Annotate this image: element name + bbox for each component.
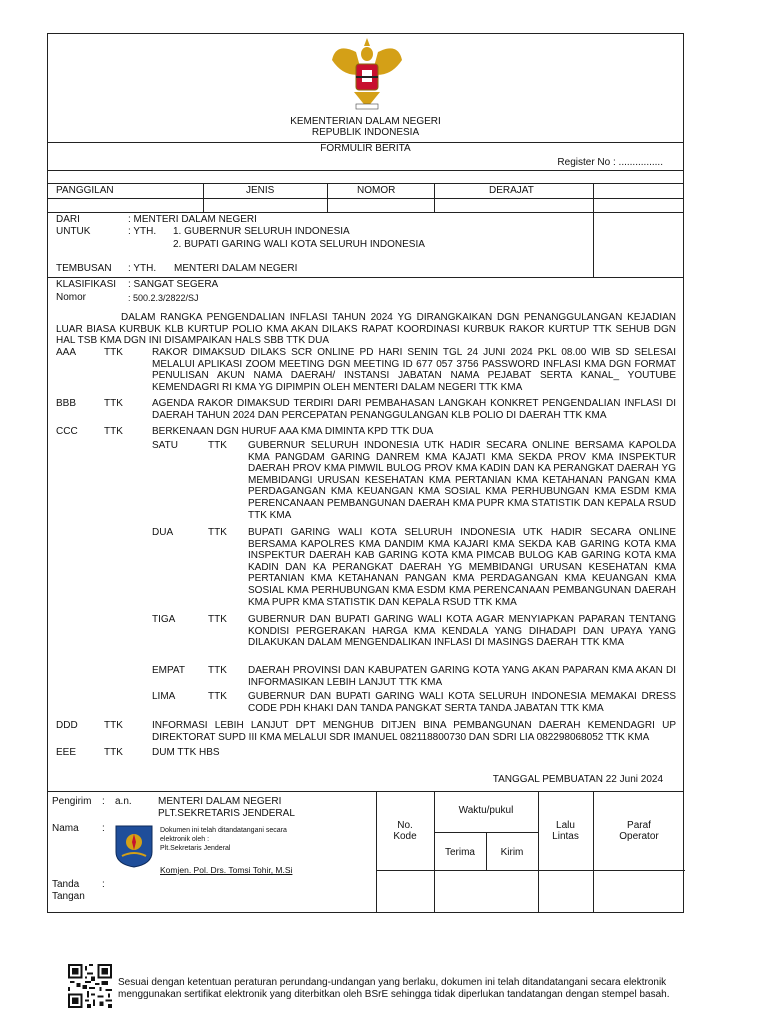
col-line [327,183,328,212]
klasifikasi-value: : SANGAT SEGERA [128,279,219,290]
signer-name: Komjen. Pol. Drs. Tomsi Tohir, M.Si [160,865,293,875]
esign-line-3: Plt.Sekretaris Jenderal [160,845,231,852]
paraf-operator-header [593,820,685,842]
aaa-label: AAA [56,347,77,358]
sender-block [158,796,295,820]
untuk-label: UNTUK [56,226,91,237]
col-derajat: DERAJAT [489,185,534,196]
note-line-2: menggunakan sertifikat elektronik yang diterbitkan oleh BSrE sehingga tidak diperlukan tandatangan dengan stempel basah. [118,989,670,1000]
satu-label: SATU [152,440,178,451]
empat-text: DAERAH PROVINSI DAN KABUPATEN GARING KOTA YANG AKAN PAPARAN KMA AKAN DI INFORMASIKAN LEBIH LANJUT TTK KMA [248,665,676,688]
note-line-1: Sesuai dengan ketentuan peraturan perundang-undangan yang berlaku, dokumen ini telah ditandatangani secara elektronik [118,977,667,988]
divider [48,170,683,171]
untuk-yth: : YTH. [128,226,157,237]
republic-name: REPUBLIK INDONESIA [311,127,420,138]
waktu-header: Waktu/pukul [458,805,514,816]
nomor-label: Nomor [56,292,87,303]
aaa-text: RAKOR DIMAKSUD DILAKS SCR ONLINE PD HARI SENIN TGL 24 JUNI 2024 PKL 08.00 WIB SD SELESAI MELALUI APLIKASI ZOOM MEETING DGN MEETING ID 677 057 3756 PASSWORD INFLASI KMA DGN FORMAT PENULISAN AKUN NAMA DAERAH/ INSTANSI JABATAN NAMA PEJABAT SERTA KANAL_ YOUTUBE KEMENDAGRI RI KMA YG DIPIMPIN OLEH MENTERI DALAM NEGERI TTK KMA [152,347,676,393]
dua-text: BUPATI GARING WALI KOTA SELURUH INDONESIA UTK HADIR SECARA ONLINE BERSAMA KAPOLRES KMA DANDIM KMA KAJARI KMA SEKDA KAB GARING KOTA KMA INSPEKTUR DAERAH KAB GARING KOTA KMA PIMCAB BULOG KAB GARING KOTA KMA KADIN DAN KA PERANGKAT DAERAH YG MEMBIDANGI URUSAN KESEHATAN KMA PERTANIAN KMA KETAHANAN PANGAN KMA PERDAGANGAN KMA KEUANGAN KMA SOSIAL KMA PERHUBUNGAN KMA ESDM KMA PERENCANAAN PEMBANGUNAN DAERAH KMA PUPR KMA STATISTIK DAN KEPALA RSUD TTK KMA [248,527,676,608]
empat-ttk: TTK [208,665,227,676]
pengirim-colon: : [102,796,105,807]
tiga-label: TIGA [152,614,176,625]
operator-label: Operator [619,831,659,842]
col-nomor: NOMOR [357,185,396,196]
ccc-text: BERKENAAN DGN HURUF AAA KMA DIMINTA KPD TTK DUA [152,426,434,437]
eee-label: EEE [56,747,77,758]
bbb-text: AGENDA RAKOR DIMAKSUD TERDIRI DARI PEMBAHASAN LANGKAH KONKRET PENGENDALIAN INFLASI DI DAERAH TAHUN 2024 DAN PERCEPATAN PENANGGULANGAN KLB POLIO DI DAERAH TTK KMA [152,398,676,421]
nama-label: Nama [52,823,79,834]
divider [48,198,683,199]
esign-note [160,826,287,853]
ccc-label: CCC [56,426,78,437]
col-jenis: JENIS [246,185,275,196]
sender-line-1: MENTERI DALAM NEGERI [158,796,282,807]
esign-line-1: Dokumen ini telah ditandatangani secara [160,827,287,834]
document-frame [47,33,684,913]
col-line [593,183,594,278]
dua-label: DUA [152,527,174,538]
ddd-text: INFORMASI LEBIH LANJUT DPT MENGHUB DITJEN BINA PEMBANGUNAN DAERAH KEMENDAGRI UP DIREKTORAT SUPD III KMA MELALUI SDR IMANUEL 082118800730 DAN SDRI LIA 082298068052 TTK KMA [152,720,676,743]
empat-label: EMPAT [152,665,185,676]
lima-label: LIMA [152,691,176,702]
tiga-ttk: TTK [208,614,227,625]
ddd-ttk: TTK [104,720,123,731]
col-line [434,183,435,212]
esign-line-2: elektronik oleh : [160,836,210,843]
kode-label: Kode [393,831,417,842]
dari-value: : MENTERI DALAM NEGERI [128,214,257,225]
tanda-label: Tanda [52,879,80,890]
lalu-label: Lalu [556,820,575,831]
no-label: No. [397,820,413,831]
no-kode-header [376,820,434,842]
lalu-lintas-header [538,820,593,842]
ministry-name: KEMENTERIAN DALAM NEGERI [290,116,441,127]
tembusan-yth: : YTH. [128,263,157,274]
ccc-ttk: TTK [104,426,123,437]
untuk-item-1: 1. GUBERNUR SELURUH INDONESIA [173,226,350,237]
bbb-label: BBB [56,398,77,409]
col-line [538,791,539,913]
kemendagri-logo-icon [114,824,154,868]
col-line [593,791,594,913]
nomor-value: : 500.2.3/2822/SJ [128,293,199,303]
nama-colon: : [102,823,105,834]
tembusan-value: MENTERI DALAM NEGERI [174,263,298,274]
kirim-header: Kirim [500,847,524,858]
register-number: Register No : ................ [557,157,663,168]
qr-code-icon [68,964,112,1008]
tembusan-label: TEMBUSAN [56,263,112,274]
creation-date: TANGGAL PEMBUATAN 22 Juni 2024 [492,774,663,785]
untuk-item-2: 2. BUPATI GARING WALI KOTA SELURUH INDONESIA [173,239,425,250]
eee-ttk: TTK [104,747,123,758]
bbb-ttk: TTK [104,398,123,409]
col-line [376,791,377,913]
tanda-tangan-label [52,879,85,903]
terima-header: Terima [444,847,475,858]
dari-label: DARI [56,214,80,225]
dua-ttk: TTK [208,527,227,538]
ddd-label: DDD [56,720,78,731]
col-panggilan: PANGGILAN [56,185,114,196]
divider [48,183,683,184]
lima-ttk: TTK [208,691,227,702]
lima-text: GUBERNUR DAN BUPATI GARING WALI KOTA SELURUH INDONESIA MEMAKAI DRESS CODE PDH KHAKI DAN TANDA PANGKAT SERTA TANDA JABATAN TTK KMA [248,691,676,714]
an-label: a.n. [115,796,132,807]
eee-text: DUM TTK HBS [152,747,220,758]
divider [48,277,683,278]
paraf-label: Paraf [627,820,651,831]
satu-ttk: TTK [208,440,227,451]
divider [434,832,538,833]
tangan-label: Tangan [52,891,85,902]
electronic-signature-note [118,977,669,1001]
klasifikasi-label: KLASIFIKASI [56,279,117,290]
divider [48,212,683,213]
divider [376,870,685,871]
lintas-label: Lintas [552,831,579,842]
intro-paragraph: DALAM RANGKA PENGENDALIAN INFLASI TAHUN 2024 YG DIRANGKAIKAN DGN PENANGGULANGAN KEJADIAN LUAR BIASA KURBUK KLB KURTUP POLIO KMA AKAN DILAKS RAPAT KOORDINASI KURBUK RAKOR KURTUP TTK SEHUB DGN HAL TSB KMA DGN INI DISAMPAIKAN HALS SBB TTK DUA [56,312,676,347]
tiga-text: GUBERNUR DAN BUPATI GARING WALI KOTA AGAR MENYIAPKAN PAPARAN TENTANG KONDISI PERGERAKAN HARGA KMA KENDALA YANG DIHADAPI DAN UPAYA YANG DILAKUKAN DALAM MENGENDALIKAN INFLASI DI MASINGS DAERAH TTK KMA [248,614,676,649]
tanda-colon: : [102,879,105,890]
aaa-ttk: TTK [104,347,123,358]
sender-line-2: PLT.SEKRETARIS JENDERAL [158,808,295,819]
pengirim-label: Pengirim [52,796,92,807]
ministry-heading [48,116,683,138]
col-line [203,183,204,212]
form-title: FORMULIR BERITA [320,143,411,154]
garuda-emblem-icon [326,34,408,118]
satu-text: GUBERNUR SELURUH INDONESIA UTK HADIR SECARA ONLINE BERSAMA KAPOLDA KMA PANGDAM GARING DANREM KMA KAJATI KMA SEKDA PROV KMA INSPEKTUR DAERAH PROV KMA PIMWIL BULOG PROV KMA KADIN DAN KA PERANGKAT DAERAH YG MEMBIDANGI URUSAN KESEHATAN KMA PERTANIAN KMA KETAHANAN PANGAN KMA PERDAGANGAN KMA KEUANGAN KMA SOSIAL KMA PERHUBUNGAN KMA ESDM KMA PERENCANAAN PEMBANGUNAN DAERAH KMA PUPR KMA STATISTIK DAN KEPALA RSUD TTK KMA [248,440,676,521]
divider [48,791,683,792]
